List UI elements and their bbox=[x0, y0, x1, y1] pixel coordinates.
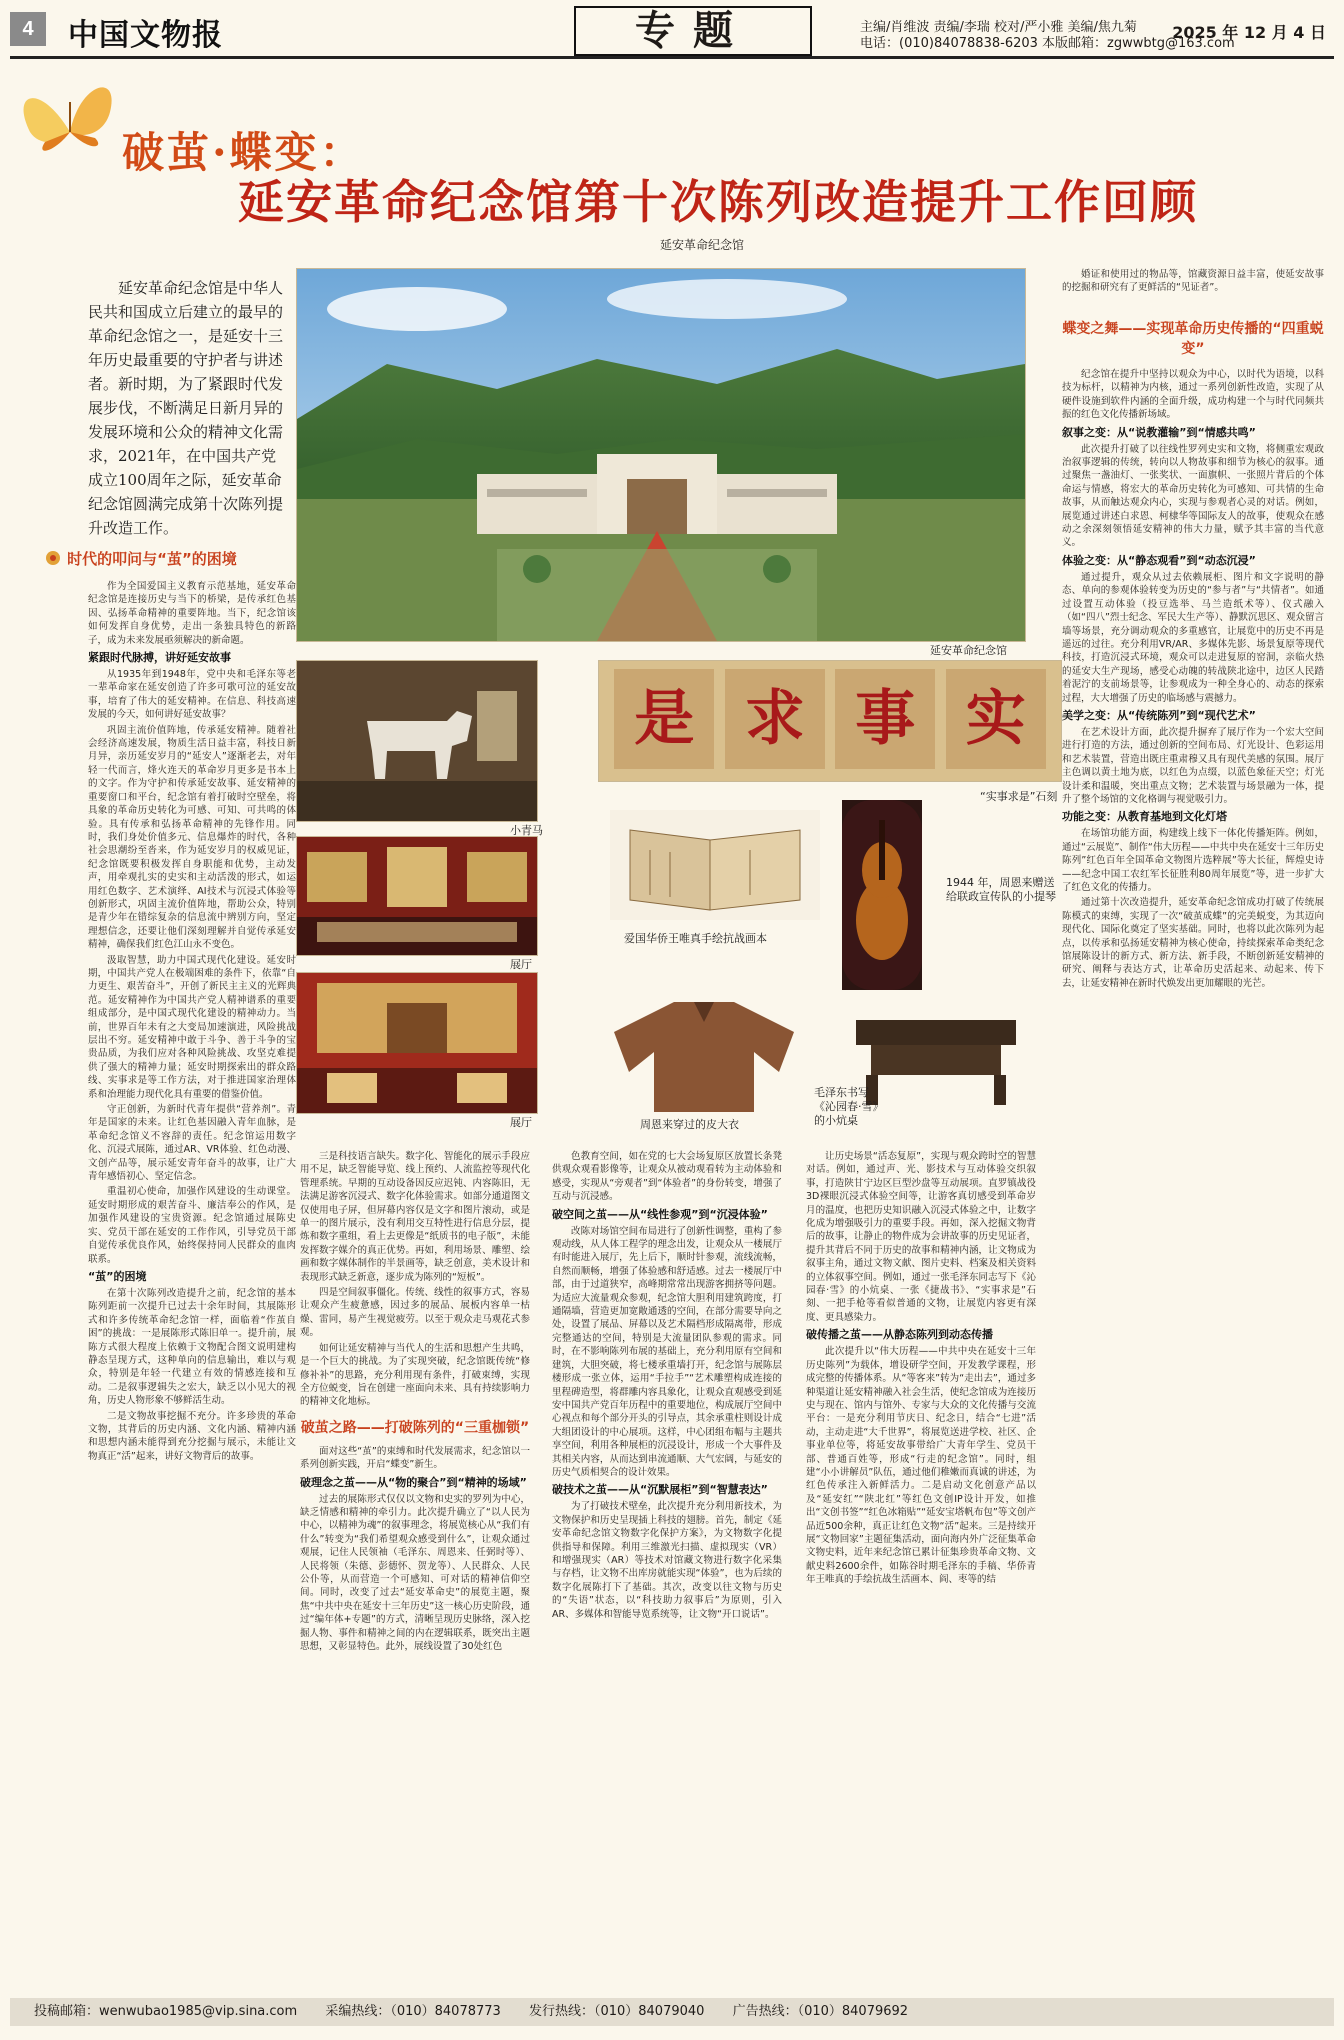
subheading: 体验之变：从“静态观看”到“动态沉浸” bbox=[1062, 553, 1256, 567]
lead-paragraph: 延安革命纪念馆是中华人民共和国成立后建立的最早的革命纪念馆之一，是延安十三年历史最重要的守护者与讲述者。新时期，为了紧跟时代发展步伐，不断满足日新月异的发展环境和公众的精神文化需求，2021年，在中国共产党成立100周年之际，延安革命纪念馆圆满完成第十次陈列提升改造工作。 bbox=[88, 279, 284, 537]
paragraph: 三是科技语言缺失。数字化、智能化的展示手段应用不足，缺乏智能导览、线上预约、人流监控等现代化管理系统。早期的互动设备因反应迟钝、内容陈旧，无法满足游客沉浸式、数字化体验需求。如部分通道图文仅使用电子屏，但屏幕内容仅是文字和图片滚动，或是单一的图片展示，没有利用交互特性进行信息分层，提炼和数字重组，看上去更像是“纸质书的电子版”，未能发挥数字媒介的真正优势。再如，利用场景、雕塑、绘画和数字媒体制作的半景画等，缺乏创意，美术设计和表现形式缺乏新意，逐步成为陈列的“短板”。 bbox=[300, 1151, 530, 1283]
headline-main: 延安革命纪念馆第十次陈列改造提升工作回顾 bbox=[238, 175, 1198, 229]
headline-prefix: 破茧·蝶变： bbox=[122, 128, 365, 177]
paragraph: 为了打破技术壁垒，此次提升充分利用新技术，为文物保护和历史呈现插上科技的翅膀。首先，制定《延安革命纪念馆文物数字化保护方案》，为文物数字化提供指导和保障。利用三维激光扫描、虚拟现实（VR）和增强现实（AR）等技术对馆藏文物进行数字化采集与存档，让文物不出库房就能实现“体验”，也为后续的数字化展陈打下了基础。其次，改变以往文物与历史的“失语”状态，以“科技助力叙事后”为原则，引入AR、多媒体和智能导览系统等，让文物“开口说话”。 bbox=[552, 1501, 782, 1620]
subheading: 破传播之茧——从静态陈列到动态传播 bbox=[806, 1328, 993, 1342]
footer-editorial-hotline: 采编热线：（010）84078773 bbox=[325, 2004, 501, 2019]
caption-violin: 1944 年，周恩来赠送给联政宣传队的小提琴 bbox=[946, 876, 1056, 903]
photo-leather-jacket bbox=[604, 992, 804, 1114]
paragraph: 二是文物故事挖掘不充分。许多珍贵的革命文物，其背后的历史内涵、文化内涵、精神内涵和思想内涵未能得到充分挖掘与展示，未能让文物真正“活”起来，讲好文物背后的故事。 bbox=[88, 1410, 296, 1462]
paragraph: 作为全国爱国主义教育示范基地，延安革命纪念馆是连接历史与当下的桥梁，是传承红色基因、弘扬革命精神的重要阵地。当下，纪念馆该如何发挥自身优势，走出一条独具特色的新路子，成为未来发展亟须解决的新命题。 bbox=[88, 581, 296, 646]
caption-leather-jacket: 周恩来穿过的皮大衣 bbox=[640, 1118, 739, 1131]
paragraph: 汲取智慧，助力中国式现代化建设。延安时期，中国共产党人在极端困难的条件下，依靠“自力更生、艰苦奋斗”，开创了新民主主义的光辉典范。延安精神作为中国共产党人精神谱系的重要组成部分，是中国式现代化建设的精神动力。当前，世界百年未有之大变局加速演进，风险挑战层出不穷。延安精神中敢于斗争、善于斗争的宝贵品质，为我们应对各种风险挑战、攻坚克难提供了强大的精神力量；延安时期探索出的群众路线、实事求是等工作方法，对于推进国家治理体系和治理能力现代化具有重要的借鉴价值。 bbox=[88, 954, 296, 1100]
flower-bullet-icon bbox=[44, 549, 62, 567]
photo-stone-inscription bbox=[598, 660, 1062, 782]
subheading: 功能之变：从教育基地到文化灯塔 bbox=[1062, 810, 1227, 824]
paragraph: 改陈对场馆空间布局进行了创新性调整，重构了参观动线，从人体工程学的理念出发，让观众从一楼展厅有时能进入展厅，先上后下，顺时针参观，流线流畅，自然而顺畅，增强了体验感和舒适感。过去一楼展厅中部，由于过道狭窄，高峰期常常出现游客拥挤等问题。为适应大流量观众参观，纪念馆大胆利用建筑跨度，打通隔墙，营造更加宽敞通透的空间，在部分需要导向之处，设置了展品、屏幕以及艺术隔档形成隔离带，形成完整通达的空间，特别是大流量团队参观的需求。同时，在不影响陈列布展的基础上，充分利用原有空间和建筑，大胆突破，将七楼承重墙打开，纪念馆与展陈层楼形成一张立体，运用“手拉手”“艺术雕塑构成连接的里程碑造型，将群雕内容具象化，让观众直观感受到延安中国共产党百年历程中的重要地位，构成展厅空间中心视点和每个部分开头的引导点，其余承重柱则设计成大组团设计的中心展项。这样，中心团组布幅与主题共享空间，利用各种展柜的沉浸设计，形成一个大事件及其相关内容，从而达到串流通顺、大气宏阔，与延安的历史气质相契合的设计效果。 bbox=[552, 1225, 782, 1478]
subheading: “茧”的困境 bbox=[88, 1269, 147, 1283]
stone-char-1: 是 bbox=[614, 669, 714, 769]
paragraph: 纪念馆在提升中坚持以观众为中心，以时代为语境，以科技为标杆，以精神为内核，通过一系列创新性改造，实现了从硬件设施到软件内涵的全面升级，成功构建一个与时代同频共振的红色文化传播新场域。 bbox=[1062, 369, 1324, 421]
footer-ad-hotline: 广告热线：（010）84079692 bbox=[732, 2004, 909, 2019]
text-column-4 bbox=[806, 1150, 1036, 1970]
section-heading-3 bbox=[1062, 318, 1324, 358]
photo-violin bbox=[842, 800, 922, 990]
paragraph: 让历史场景“活态复原”，实现与观众跨时空的智慧对话。例如，通过声、光、影技术与互动体验交织叙事，打造陕甘宁边区巨型沙盘等互动展项。直罗镇战役3D裸眼沉浸式体验空间等，让游客真切感受到革命岁月的温度，也把历史知识融入沉浸式体验之中，让数字化成为增强吸引力的重要手段。再如，深入挖掘文物背后的故事，让静止的物件成为会讲故事的历史见证者，提升其背后不同于历史的故事和精神内涵，让文物成为叙事主角，通过文物文献、图片史料、档案及相关资料的立体叙事空间。例如，通过一张毛泽东同志写下《沁园春·雪》的小炕桌、一张《捷战书》、“实事求是”石刻、一把手枪等看似普通的文物，让展览内容更有深度、更具感染力。 bbox=[806, 1151, 1036, 1323]
paragraph: 此次提升打破了以往线性罗列史实和文物，将侧重宏观政治叙事逻辑的传统，转向以人物故事和细节为核心的叙事。通过聚焦一盏油灯、一张奖状、一面旗帜、一张照片背后的个体命运与情感，将宏大的革命历史转化为可感知、可共情的生命故事，从而触达观众内心，实现与参观者心灵的对话。例如，展览通过讲述白求恩、柯棣华等国际友人的故事，使观众在感动之余深刻领悟延安精神的伟大力量，赋予其丰富的当代意义。 bbox=[1062, 443, 1324, 549]
paragraph: 从1935年到1948年，党中央和毛泽东等老一辈革命家在延安创造了许多可歌可泣的延安故事，培育了伟大的延安精神。在信息、科技高速发展的今天，如何讲好延安故事？ bbox=[88, 669, 296, 721]
photo-exhibition-hall-1 bbox=[296, 836, 538, 956]
section-title: 专题 bbox=[574, 6, 812, 56]
footer-bar bbox=[10, 1998, 1334, 2026]
paragraph: 在场馆功能方面，构建线上线下一体化传播矩阵。例如，通过“云展览”、制作“伟大历程——中共中央在延安十三年历史陈列”红色百年全国革命文物图片选粹展”等大长征，辉煌史诗——纪念中国工农红军长征胜利80周年展览”等，进一步扩大了红色文化的传播力。 bbox=[1062, 828, 1324, 893]
section-heading-1-text: 时代的叩问与“茧”的困境 bbox=[67, 550, 237, 568]
paragraph: 通过第十次改造提升，延安革命纪念馆成功打破了传统展陈模式的束缚，实现了一次“破茧成蝶”的完美蜕变，为其迈向现代化、国际化奠定了坚实基础。同时，也将以此次陈列为起点，以传承和弘扬延安精神为核心使命，持续探索革命类纪念馆展陈设计的新方式、新方法、新手段，不断创新延安精神的研究、阐释与表达方式，让革命历史活起来、动起来、传下去，让延安精神在新时代焕发出更加耀眼的光芒。 bbox=[1062, 897, 1324, 989]
paragraph: 此次提升以“伟大历程——中共中央在延安十三年历史陈列”为载体，增设研学空间，开发教学课程，形成完整的传播体系。从“等客来”转为“走出去”，通过多种渠道让延安精神融入社会生活，使纪念馆成为连接历史与现在、馆内与馆外、专家与大众的文化传播与交流平台：一是充分利用节庆日、纪念日，结合“七进”活动，主动走进“大千世界”，将展览送进学校、社区、企事业单位等，将延安故事带给广大青年学生、党员干部、普通百姓等，形成“行走的纪念馆”。同时，组建“小小讲解员”队伍，通过他们稚嫩而真诚的讲述，为红色传承注入新鲜活力。二是启动文化创意产品以及“延安红”“陕北红”等红色文创IP设计开发，如推出“文创书签”“红色冰箱贴”“延安宝塔帆布包”等文创产品近500余种，真正让红色文物“活”起来。三是持续开展“文物回家”主题征集活动，面向海内外广泛征集革命文物史料，近年来纪念馆已累计征集珍贵革命文物、文献史料2600余件，如陈谷时期毛泽东的手稿、华侨青年王唯真的手绘抗战生活画本、阎、枣等的结 bbox=[806, 1346, 1036, 1586]
text-column-5-top bbox=[1062, 268, 1324, 310]
caption-hand-drawn-album: 爱国华侨王唯真手绘抗战画本 bbox=[624, 932, 767, 945]
text-column-2 bbox=[300, 1150, 530, 1970]
newspaper-logo: 中国文物报 bbox=[68, 18, 223, 53]
text-column-3 bbox=[552, 1150, 782, 1970]
section-heading-2-text: 破茧之路——打破陈列的“三重枷锁” bbox=[300, 1419, 530, 1436]
subheading: 叙事之变：从“说教灌输”到“情感共鸣” bbox=[1062, 425, 1256, 439]
stone-char-2: 求 bbox=[725, 669, 825, 769]
caption-main-photo: 延安革命纪念馆 bbox=[930, 644, 1007, 657]
subheading: 破理念之茧——从“物的聚合”到“精神的场域” bbox=[300, 1475, 527, 1489]
footer-distribution-hotline: 发行热线：（010）84079040 bbox=[528, 2004, 705, 2019]
main-photo-museum bbox=[296, 268, 1026, 642]
caption-exhibition-hall-2: 展厅 bbox=[510, 1116, 532, 1129]
paragraph: 守正创新，为新时代青年提供“营养剂”。青年是国家的未来。让红色基因融入青年血脉，是革命纪念馆义不容辞的责任。纪念馆运用数字化、沉浸式展陈，通过AR、VR体验、红色动漫、文创产品等，展示延安青年奋斗的故事，让广大青年感悟初心、坚定信念。 bbox=[88, 1104, 296, 1183]
subheading: 美学之变：从“传统陈列”到“现代艺术” bbox=[1062, 708, 1256, 722]
paragraph: 重温初心使命，加强作风建设的生动课堂。延安时期形成的艰苦奋斗、廉洁奉公的作风，是加强作风建设的宝贵资源。纪念馆通过展陈史实、党员干部在延安的工作作风，引导党员干部自觉传承优良作风，始终保持同人民群众的血肉联系。 bbox=[88, 1186, 296, 1265]
paragraph: 色教育空间，如在党的七大会场复原区放置长条凳供观众观看影像等，让观众从被动观看转为主动体验和感受，实现从“旁观者”到“体验者”的身份转变，增强了互动与沉浸感。 bbox=[552, 1151, 782, 1203]
page-number: 4 bbox=[10, 12, 46, 46]
text-column-1 bbox=[88, 580, 296, 1970]
paragraph: 通过提升，观众从过去依赖展柜、图片和文字说明的静态、单向的参观体验转变为历史的“参与者”与“共情者”。如通过设置互动体验（投豆选举、马兰造纸术等）、仪式融入（如“四八”烈士纪念、军民大生产等）、静默沉思区、观众留言墙等场景，充分调动观众的多重感官，让展览中的历史不再是遥远的过往。充分利用VR/AR、多媒体先影、场景复原等现代科技，打造沉浸式环境，观众可以走进复原的窑洞，亲临火热的延安大生产现场，感受心动魄的转战陕北途中，边区人民踏着泥泞的支前场景等，让参观成为一种全身心的、动态的探索过程，大大增强了历史的临场感与震撼力。 bbox=[1062, 571, 1324, 704]
caption-exhibition-hall-1: 展厅 bbox=[510, 958, 532, 971]
byline: 延安革命纪念馆 bbox=[660, 238, 745, 252]
paragraph: 婚证和使用过的物品等，馆藏资源日益丰富，使延安故事的挖掘和研究有了更鲜活的“见证者”。 bbox=[1062, 269, 1324, 294]
paragraph: 巩固主流价值阵地，传承延安精神。随着社会经济高速发展，物质生活日益丰富，科技日新月异，亲历延安岁月的“延安人”逐渐老去，对年轻一代而言，烽火连天的革命岁月更多是书本上的文字。作为守护和传承延安故事、延安精神的重要窗口和平台，纪念馆有着打破时空壁垒，将具象的革命历史转化为可感、可知、可共鸣的体验。具有传承和弘扬革命精神的先锋作用。同时，我们身处价值多元、信息爆炸的时代，各种社会思潮纷至沓来，作为延安岁月的权威见证，纪念馆既要积极发挥自身职能和优势，主动发声，用牵观扎实的史实和主动活泼的形式，如运用红色数字、艺术演绎、AI技术与沉浸式体验等创新形式，巩固主流价值阵地，帮助公众，特别是青少年在错综复杂的信息流中辨别方向，坚定理想信念，还要让他们深刻理解并自觉传承延安精神，确保我们红色江山永不变色。 bbox=[88, 724, 296, 951]
paragraph: 过去的展陈形式仅仅以文物和史实的罗列为中心，缺乏情感和精神的牵引力。此次提升确立了“以人民为中心，以精神为魂”的叙事理念，将展览核心从“我们有什么”转变为“我们希望观众感受到什么”，让观众通过观展，记住人民领袖（毛泽东、周恩来、任弼时等）、人民将领（朱德、彭德怀、贺龙等）、人民群众、人民公仆等，从而营造一个可感知、可对话的精神信仰空间。同时，改变了过去“延安革命史”的展览主题，聚焦“中共中央在延安十三年历史”这一核心历史阶段，通过“编年体+专题”的方式，清晰呈现历史脉络，深入挖掘人物、事件和精神之间的内在逻辑联系，既突出主题思想，又彰显特色。此外，展线设置了30处红色 bbox=[300, 1493, 530, 1652]
paragraph: 在艺术设计方面，此次提升摒弃了展厅作为一个宏大空间进行打造的方法，通过创新的空间布局、灯光设计、色彩运用和艺术装置，营造出既庄重肃穆又具有现代美感的氛围。展厅主色调以黄土地为底，以红色为点缀，以蓝色象征天空；灯光设计柔和温暖，突出重点文物；艺术装置与场景融为一体，提升了整个场馆的文化格调与视觉吸引力。 bbox=[1062, 726, 1324, 805]
stone-char-4: 实 bbox=[946, 669, 1046, 769]
paragraph: 四是空间叙事僵化。传统、线性的叙事方式，容易让观众产生疲惫感，因过多的展品、展板内容单一枯燥、雷同，易产生视觉疲劳。以至于观众走马观花式参观。 bbox=[300, 1287, 530, 1339]
photo-little-horse bbox=[296, 660, 538, 822]
subheading: 破技术之茧——从“沉默展柜”到“智慧表达” bbox=[552, 1483, 768, 1497]
section-heading-3-text: 蝶变之舞——实现革命历史传播的“四重蜕变” bbox=[1062, 321, 1324, 357]
credit-line-1: 主编/肖维波 责编/李瑞 校对/严小雅 美编/焦九菊 bbox=[860, 20, 1137, 35]
paragraph: 面对这些“茧”的束缚和时代发展需求，纪念馆以一系列创新实践，开启“蝶变”新生。 bbox=[300, 1445, 530, 1471]
caption-stone-inscription: “实事求是”石刻 bbox=[980, 790, 1058, 803]
caption-small-kang-table: 毛泽东书写《沁园春·雪》的小炕桌 bbox=[814, 1086, 878, 1127]
photo-exhibition-hall-2 bbox=[296, 972, 538, 1114]
subheading: 破空间之茧——从“线性参观”到“沉浸体验” bbox=[552, 1207, 768, 1221]
stone-char-3: 事 bbox=[835, 669, 935, 769]
photo-hand-drawn-album bbox=[610, 810, 820, 920]
masthead-rule bbox=[10, 56, 1334, 59]
section-heading-1 bbox=[44, 548, 294, 569]
issue-date: 2025 年 12 月 4 日 bbox=[1172, 23, 1326, 42]
text-column-5 bbox=[1062, 368, 1324, 1968]
butterfly-decoration-icon bbox=[10, 62, 130, 152]
paragraph: 在第十次陈列改造提升之前，纪念馆的基本陈列距前一次提升已过去十余年时间，其展陈形式和许多传统革命纪念馆一样，面临着“作茧自困”的挑战：一是展陈形式陈旧单一。提升前，展陈方式很大程度上依赖于文物配合图文说明建构静态呈现方式，这种单向的信息输出，难以与观众，特别是年轻一代建立有效的情感连接和互动。二是叙事逻辑失之宏大，缺乏以小见大的视角，历史人物形象不够鲜活生动。 bbox=[88, 1287, 296, 1407]
footer-email: 投稿邮箱：wenwubao1985@vip.sina.com bbox=[34, 2004, 298, 2019]
subheading: 紧跟时代脉搏，讲好延安故事 bbox=[88, 651, 231, 665]
caption-little-horse: 小青马 bbox=[510, 824, 543, 837]
credit-line-2: 电话：(010)84078838-6203 本版邮箱：zgwwbtg@163.com bbox=[860, 36, 1235, 51]
paragraph: 如何让延安精神与当代人的生活和思想产生共鸣，是一个巨大的挑战。为了实现突破，纪念馆既传统“修修补补”的思路，充分利用现有条件，打破束缚，实现全方位蜕变，旨在创建一座面向未来、具有持续影响力的精神文化地标。 bbox=[300, 1342, 530, 1408]
